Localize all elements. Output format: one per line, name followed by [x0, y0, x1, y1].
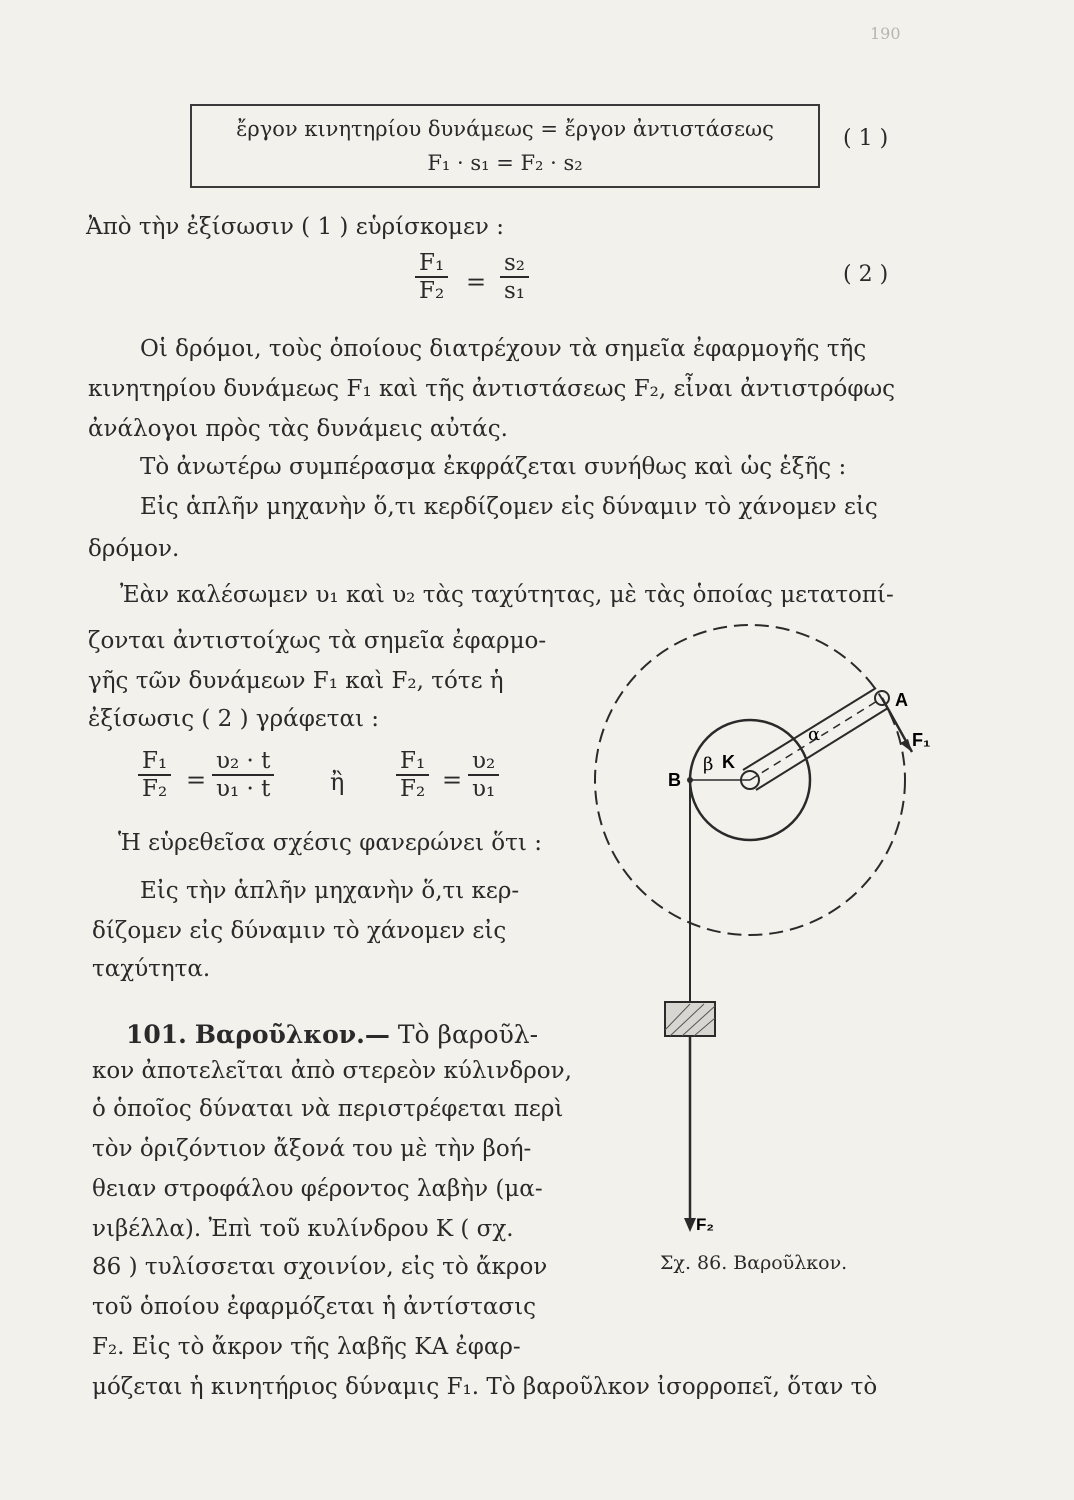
eq3-a-num: F₁: [138, 748, 171, 776]
eq3-c-num: F₁: [396, 748, 429, 776]
windlass-figure: [570, 600, 950, 1240]
para2-line: Τὸ ἀνωτέρω συμπέρασμα ἐκφράζεται συνήθως καὶ ὡς ἑξῆς :: [140, 454, 847, 480]
eq3-d-num: υ₂: [468, 748, 499, 776]
eq3-equals-2: =: [442, 766, 463, 794]
label-f1: F₁: [912, 730, 931, 750]
eq2-lhs-den: F₂: [419, 278, 445, 304]
force-f2-arrowhead: [684, 1218, 696, 1232]
section-line5: θειαν στροφάλου φέροντος λαβὴν (μα-: [92, 1176, 543, 1202]
label-alpha: α: [808, 724, 821, 745]
eq2-rhs-num: s₂: [500, 250, 529, 278]
section-line7: 86 ) τυλίσσεται σχοινίον, εἰς τὸ ἄκρον: [92, 1254, 548, 1280]
eq2-equals: =: [466, 268, 487, 296]
eq3-fraction-d: [468, 748, 499, 802]
work-equation-symbols: F₁ · s₁ = F₂ · s₂: [427, 151, 583, 175]
equation-2-label: ( 2 ): [843, 262, 889, 287]
para3-line1: Εἰς ἁπλῆν μηχανὴν ὅ,τι κερδίζομεν εἰς δύναμιν τὸ χάνομεν εἰς: [140, 494, 878, 520]
eq2-rhs-den: s₁: [504, 278, 526, 304]
eq2-lhs-num: F₁: [415, 250, 448, 278]
section-line4: τὸν ὁριζόντιον ἄξονά του μὲ τὴν βοή-: [92, 1136, 532, 1162]
eq3-fraction-b: [212, 748, 274, 802]
eq3-b-den: υ₁ · t: [216, 776, 271, 802]
para4-line1: Ἐὰν καλέσωμεν υ₁ καὶ υ₂ τὰς ταχύτητας, μὲ τὰς ὁποίας μετατοπί-: [120, 582, 894, 608]
section-number: 101.: [126, 1020, 187, 1049]
eq3-fraction-c: [396, 748, 429, 802]
load-weight: [665, 1002, 715, 1036]
section-line10: μόζεται ἡ κινητήριος δύναμις F₁. Τὸ βαροῦλκον ἰσορροπεῖ, ὅταν τὸ: [92, 1374, 878, 1400]
eq3-equals-1: =: [186, 766, 207, 794]
section-line1: Τὸ βαροῦλ-: [397, 1020, 539, 1049]
section-title: Βαροῦλκον.—: [194, 1020, 390, 1049]
para1-line3: ἀνάλογοι πρὸς τὰς δυνάμεις αὐτάς.: [88, 416, 508, 442]
section-line9: F₂. Εἰς τὸ ἄκρον τῆς λαβῆς ΚΑ ἐφαρ-: [92, 1334, 521, 1360]
eq3-fraction-a: [138, 748, 171, 802]
para4-line4: ἐξίσωσις ( 2 ) γράφεται :: [88, 706, 380, 732]
section-line2: κον ἀποτελεῖται ἀπὸ στερεὸν κύλινδρον,: [92, 1058, 572, 1084]
page-number: 190: [870, 24, 901, 43]
eq3-or: ἢ: [330, 768, 345, 796]
eq3-c-den: F₂: [400, 776, 426, 802]
eq3-b-num: υ₂ · t: [212, 748, 274, 776]
section-line6: νιβέλλα). Ἐπὶ τοῦ κυλίνδρου Κ ( σχ.: [92, 1216, 514, 1242]
para4-line2: ζονται ἀντιστοίχως τὰ σημεῖα ἐφαρμο-: [88, 628, 547, 654]
para1-line1: Οἱ δρόμοι, τοὺς ὁποίους διατρέχουν τὰ σημεῖα ἐφαρμογῆς τῆς: [140, 336, 867, 362]
section-heading: [126, 1020, 538, 1049]
work-equation-box: [190, 104, 820, 188]
para3-line2: δρόμον.: [88, 536, 180, 562]
para5-line: Ἡ εὑρεθεῖσα σχέσις φανερώνει ὅτι :: [118, 830, 542, 856]
intro-line: Ἀπὸ τὴν ἐξίσωσιν ( 1 ) εὑρίσκομεν :: [86, 214, 504, 240]
label-b: B: [668, 770, 681, 790]
eq2-rhs-fraction: [500, 250, 529, 304]
para6-line2: δίζομεν εἰς δύναμιν τὸ χάνομεν εἰς: [92, 918, 507, 944]
section-line3: ὁ ὁποῖος δύναται νὰ περιστρέφεται περὶ: [92, 1096, 564, 1122]
eq3-a-den: F₂: [142, 776, 168, 802]
label-beta: β: [703, 754, 714, 775]
para6-line1: Εἰς τὴν ἁπλῆν μηχανὴν ὅ,τι κερ-: [140, 878, 520, 904]
para6-line3: ταχύτητα.: [92, 956, 211, 982]
section-line8: τοῦ ὁποίου ἐφαρμόζεται ἡ ἀντίστασις: [92, 1294, 536, 1320]
label-k: K: [722, 752, 735, 772]
label-a: A: [895, 690, 908, 710]
figure-caption: Σχ. 86. Βαροῦλκον.: [660, 1252, 848, 1274]
equation-1-label: ( 1 ): [843, 126, 889, 151]
para1-line2: κινητηρίου δυνάμεως F₁ καὶ τῆς ἀντιστάσεως F₂, εἶναι ἀντιστρόφως: [88, 376, 896, 402]
force-f1-arrowhead: [900, 739, 912, 752]
para4-line3: γῆς τῶν δυνάμεων F₁ καὶ F₂, τότε ἡ: [88, 668, 504, 694]
label-f2: F₂: [696, 1215, 714, 1234]
eq2-lhs-fraction: [415, 250, 448, 304]
eq3-d-den: υ₁: [472, 776, 496, 802]
work-equation-words: ἔργον κινητηρίου δυνάμεως = ἔργον ἀντιστάσεως: [236, 117, 774, 141]
